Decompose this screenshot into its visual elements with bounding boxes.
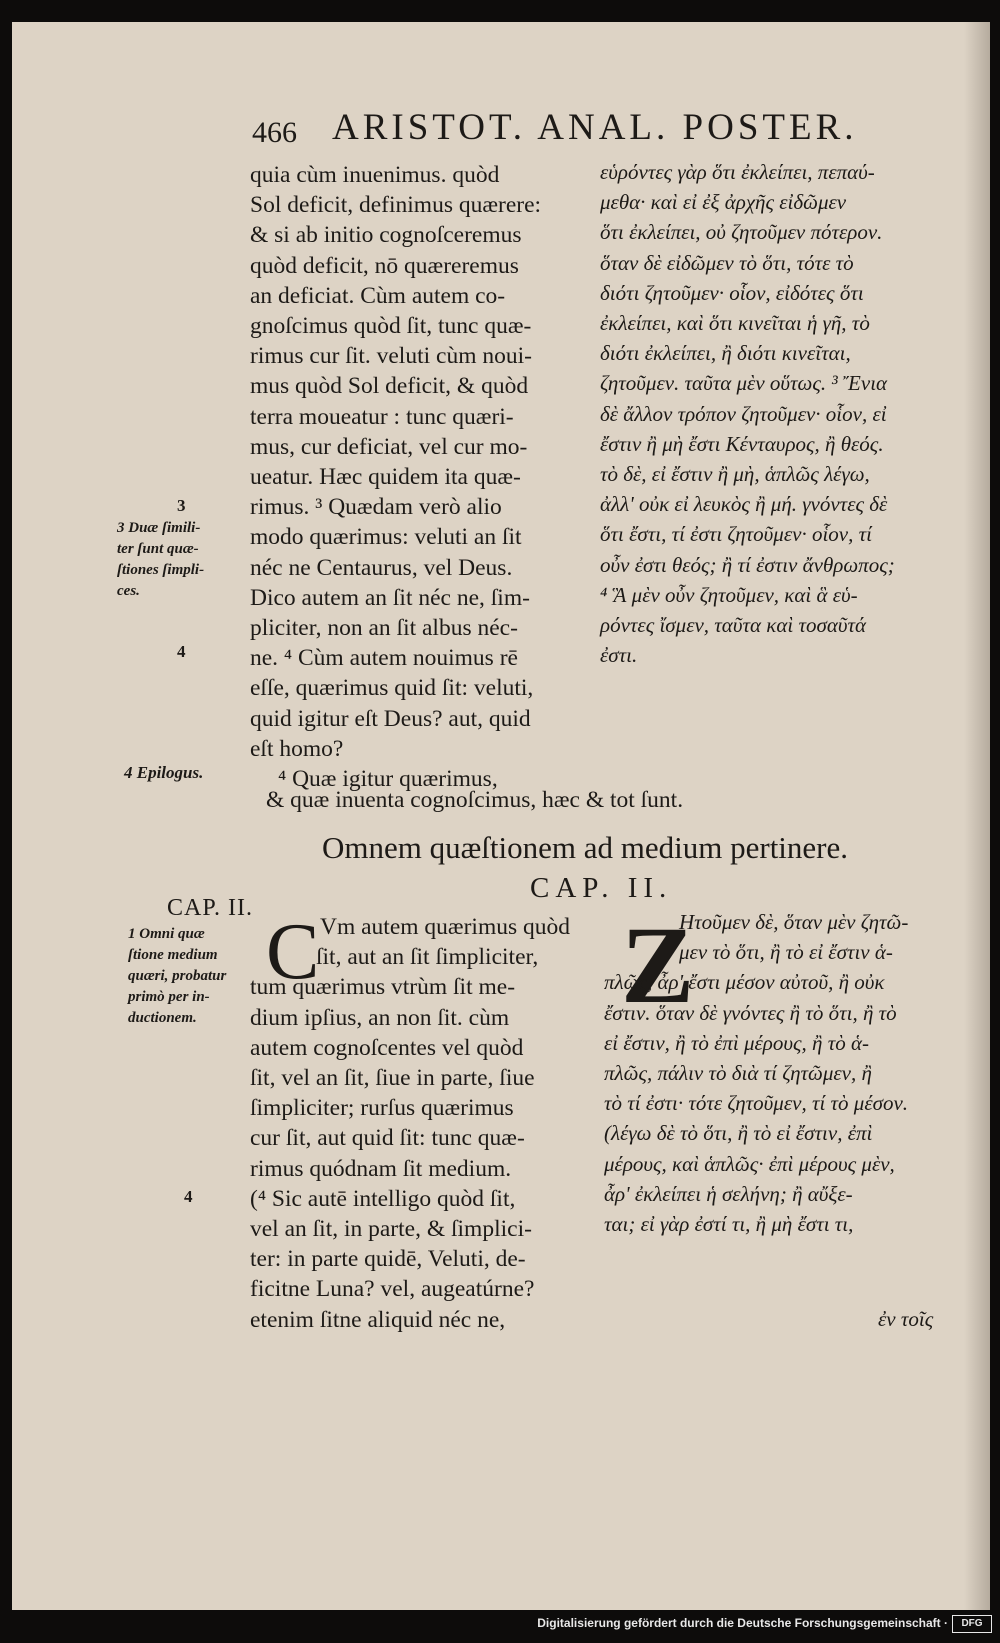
funding-notice: Digitalisierung gefördert durch die Deutsche Forschungsgemeinschaft · xyxy=(537,1616,948,1630)
latin-line: ueatur. Hæc quidem ita quæ- xyxy=(250,464,521,491)
greek-line: πλῶς, ἆρ' ἔστι μέσον αὐτοῦ, ἢ οὐκ xyxy=(604,970,885,995)
latin-line: rimus cur ſit. veluti cùm noui- xyxy=(250,343,532,370)
greek-line: εὑρόντες γὰρ ὅτι ἐκλείπει, πεπαύ- xyxy=(600,160,875,184)
chapter-label-margin: CAP. II. xyxy=(167,895,254,921)
greek-line: μέρους, καὶ ἁπλῶς· ἐπὶ μέρους μὲν, xyxy=(604,1151,895,1176)
greek-line: ται; εἰ γὰρ ἐστί τι, ἢ μὴ ἔστι τι, xyxy=(604,1212,854,1237)
latin-line: eſt homo? xyxy=(250,735,344,762)
latin-line: (⁴ Sic autē intelligo quòd ſit, xyxy=(250,1185,516,1212)
latin-line: eſſe, quærimus quid ſit: veluti, xyxy=(250,675,534,702)
initial-letter-c: C xyxy=(266,908,320,996)
greek-line: ζητοῦμεν. ταῦτα μὲν οὕτως. ³ Ἔνια xyxy=(600,371,888,396)
latin-line: quid igitur eſt Deus? aut, quid xyxy=(250,705,531,732)
margin-marker: 3 xyxy=(177,496,186,515)
latin-line: dium ipſius, an non ſit. cùm xyxy=(250,1004,510,1031)
greek-line: ⁴ Ἃ μὲν οὖν ζητοῦμεν, καὶ ἃ εὑ- xyxy=(600,582,858,607)
latin-line: & si ab initio cognoſceremus xyxy=(250,222,522,249)
book-page xyxy=(12,22,990,1610)
latin-line: modo quærimus: veluti an ſit xyxy=(250,524,522,551)
greek-line: μεν τὸ ὅτι, ἢ τὸ εἰ ἔστιν ἁ- xyxy=(679,940,893,965)
latin-line: ſimpliciter; rurſus quærimus xyxy=(250,1095,514,1122)
latin-line: terra moueatur : tunc quæri- xyxy=(250,403,514,430)
section-heading: Omnem quæſtionem ad medium pertinere. xyxy=(322,830,849,865)
page-number: 466 xyxy=(252,116,297,149)
latin-line: mus quòd Sol deficit, & quòd xyxy=(250,373,529,400)
latin-line: ſit, vel an ſit, ſiue in parte, ſiue xyxy=(250,1065,535,1092)
latin-line: ficitne Luna? vel, augeatúrne? xyxy=(250,1276,535,1303)
margin-marker: 4 xyxy=(177,642,186,661)
greek-line: ἐστι. xyxy=(600,643,638,668)
latin-line: tum quærimus vtrùm ſit me- xyxy=(250,974,516,1001)
greek-line: ὅταν δὲ εἰδῶμεν τὸ ὅτι, τότε τὸ xyxy=(600,250,854,275)
greek-line: μεθα· καὶ εἰ ἐξ ἀρχῆς εἰδῶμεν xyxy=(600,190,847,215)
latin-line: an deficiat. Cùm autem co- xyxy=(250,282,506,309)
greek-column-bottom xyxy=(604,904,909,1239)
greek-line: ὅτι ἐκλείπει, οὐ ζητοῦμεν πότερον. xyxy=(600,220,883,245)
latin-line: Sol deficit, definimus quærere: xyxy=(250,192,542,219)
greek-line: ἀλλ' οὐκ εἰ λευκὸς ἢ μή. γνόντες δὲ xyxy=(600,492,888,517)
latin-line: ⁴ Quæ igitur quærimus, xyxy=(278,766,498,793)
initial-letter-z: Z xyxy=(621,904,695,1026)
latin-line: rimus. ³ Quædam verò alio xyxy=(250,494,502,521)
latin-line: mus, cur deficiat, vel cur mo- xyxy=(250,433,528,460)
greek-line: τὸ δὲ, εἰ ἔστιν ἢ μὴ, ἁπλῶς λέγω, xyxy=(600,462,870,487)
greek-line: ἆρ' ἐκλείπει ἡ σελήνη; ἢ αὔξε- xyxy=(604,1181,853,1206)
running-title: ARISTOT. ANAL. POSTER. xyxy=(332,107,858,148)
greek-line: δὲ ἄλλον τρόπον ζητοῦμεν· οἷον, εἰ xyxy=(600,401,887,426)
margin-note-epilogus: 4 Epilogus. xyxy=(124,763,204,782)
latin-line: ſit, aut an ſit ſimpliciter, xyxy=(316,944,539,971)
latin-line: cur ſit, aut quid ſit: tunc quæ- xyxy=(250,1125,525,1152)
greek-line: διότι ζητοῦμεν· οἷον, εἰδότες ὅτι xyxy=(600,280,864,305)
latin-line: ne. ⁴ Cùm autem nouimus rē xyxy=(250,645,518,672)
dfg-logo-icon: DFG xyxy=(952,1615,992,1633)
latin-line: quia cùm inuenimus. quòd xyxy=(250,162,500,188)
greek-line: ρόντες ἴσμεν, ταῦτα καὶ τοσαῦτά xyxy=(600,613,867,638)
greek-line: οὖν ἐστι θεός; ἢ τί ἐστιν ἄνθρωπος; xyxy=(600,552,895,577)
latin-line: Vm autem quærimus quòd xyxy=(320,914,570,940)
greek-column-top xyxy=(600,157,895,670)
latin-line: etenim ſitne aliquid néc ne, xyxy=(250,1306,506,1333)
greek-line: ἔστιν ἢ μὴ ἔστι Κένταυρος, ἢ θεός. xyxy=(600,431,884,456)
greek-line: τὸ τί ἐστι· τότε ζητοῦμεν, τί τὸ μέσον. xyxy=(604,1091,909,1116)
greek-line: ὅτι ἔστι, τί ἐστι ζητοῦμεν· οἷον, τί xyxy=(600,522,872,547)
margin-note-1: 1 Omni quæ ſtione medium quæri, probatur primò per in- ductionem. xyxy=(128,926,227,1026)
latin-line: pliciter, non an ſit albus néc- xyxy=(250,615,518,642)
greek-line: διότι ἐκλείπει, ἢ διότι κινεῖται, xyxy=(600,341,851,366)
latin-line: autem cognoſcentes vel quòd xyxy=(250,1034,524,1061)
greek-line: Ητοῦμεν δὲ, ὅταν μὲν ζητῶ- xyxy=(679,910,909,934)
margin-marker: 4 xyxy=(184,1187,193,1206)
latin-column-top xyxy=(250,160,541,794)
latin-line: quòd deficit, nō quæreremus xyxy=(250,252,519,279)
digitization-footer xyxy=(0,1610,1000,1643)
greek-line: εἰ ἔστιν, ἢ τὸ ἐπὶ μέρους, ἢ τὸ ἁ- xyxy=(604,1030,869,1055)
latin-line: rimus quódnam ſit medium. xyxy=(250,1155,512,1182)
latin-column-bottom xyxy=(250,908,570,1335)
greek-line: ἐκλείπει, καὶ ὅτι κινεῖται ἡ γῆ, τὸ xyxy=(600,311,870,336)
greek-line: (λέγω δὲ τὸ ὅτι, ἢ τὸ εἰ ἔστιν, ἐπὶ xyxy=(604,1121,873,1146)
catchword: ἐν τοῖς xyxy=(878,1307,934,1331)
latin-closing-line: & quæ inuenta cognoſcimus, hæc & tot ſunt. xyxy=(266,787,684,813)
latin-line: ter: in parte quidē, Veluti, de- xyxy=(250,1246,526,1273)
latin-line: vel an ſit, in parte, & ſimplici- xyxy=(250,1216,532,1243)
latin-line: gnoſcimus quòd ſit, tunc quæ- xyxy=(250,313,532,340)
chapter-label: CAP. II. xyxy=(530,872,673,904)
latin-line: Dico autem an ſit néc ne, ſim- xyxy=(250,584,530,611)
greek-line: πλῶς, πάλιν τὸ διὰ τί ζητῶμεν, ἢ xyxy=(604,1061,872,1086)
greek-line: ἔστιν. ὅταν δὲ γνόντες ἢ τὸ ὅτι, ἢ τὸ xyxy=(604,1000,897,1025)
margin-note-3: 3 Duæ ſimili- ter ſunt quæ- ſtiones ſimpli- ces. xyxy=(117,520,205,599)
latin-line: néc ne Centaurus, vel Deus. xyxy=(250,554,513,581)
